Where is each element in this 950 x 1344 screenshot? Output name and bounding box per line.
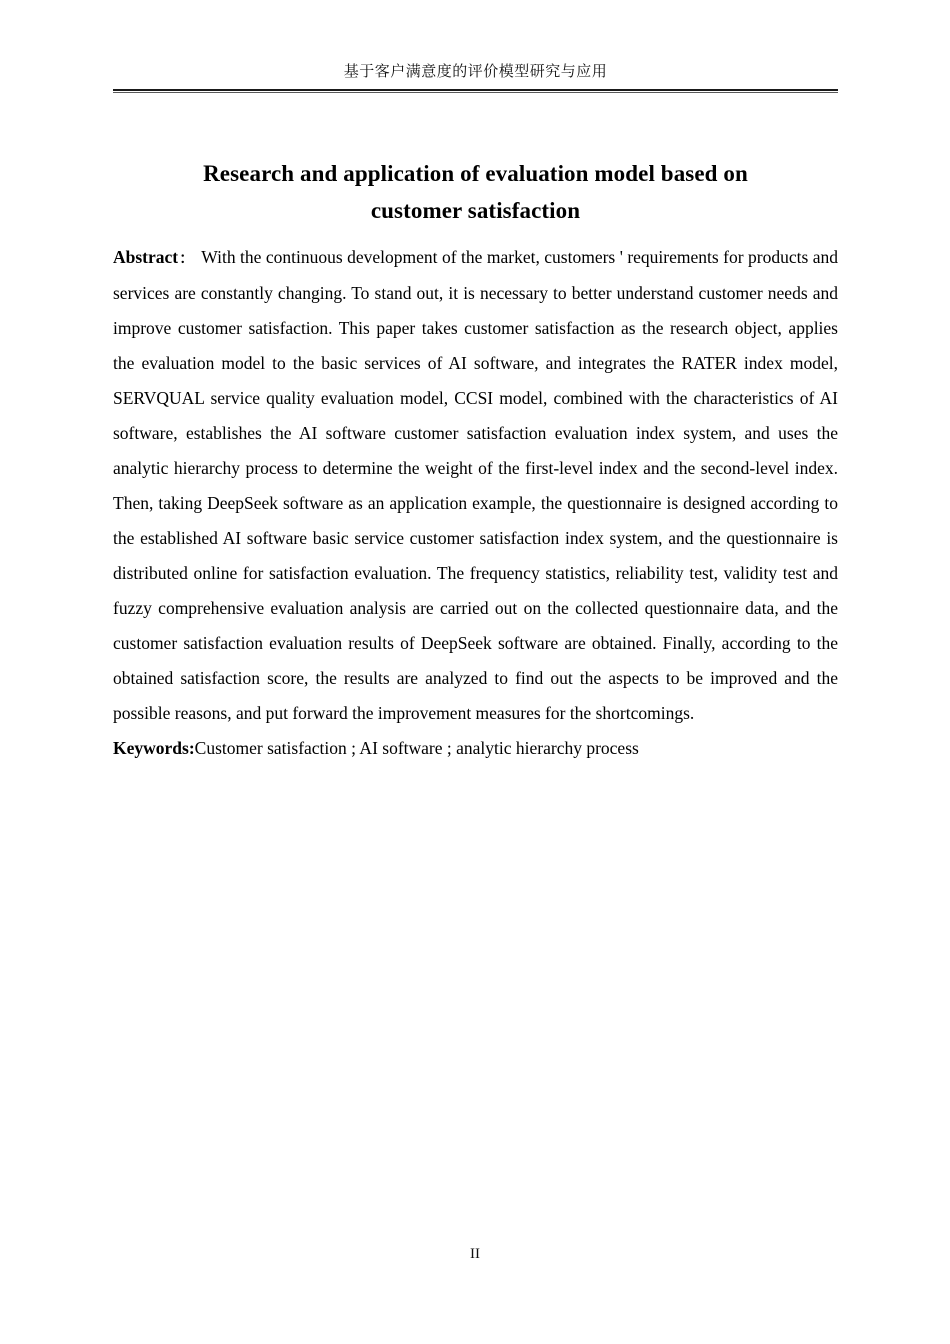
- abstract-label: Abstract: [113, 247, 179, 267]
- keywords-line: [113, 731, 838, 766]
- title-line-1: Research and application of evaluation model based on: [203, 161, 748, 187]
- keywords-value: Customer satisfaction ; AI software ; analytic hierarchy process: [194, 738, 639, 758]
- running-header: [113, 62, 838, 82]
- keywords-label: Keywords:: [113, 738, 195, 758]
- title-line-2: customer satisfaction: [370, 198, 581, 224]
- abstract-body-text: With the continuous development of the market, customers ' requirements for products and services are constantly changing. To stand out, it is necessary to better understand customer needs and improve customer satisfaction. This paper takes customer satisfaction as the research object, applies the evaluation model to the basic services of AI software, and integrates the RATER index model, SERVQUAL service quality evaluation model, CCSI model, combined with the characteristics of AI software, establishes the AI software customer satisfaction evaluation index system, and uses the analytic hierarchy process to determine the weight of the first-level index and the second-level index. Then, taking DeepSeek software as an application example, the questionnaire is designed according to the established AI software basic service customer satisfaction index system, and the questionnaire is distributed online for satisfaction evaluation. The frequency statistics, reliability test, validity test and fuzzy comprehensive evaluation analysis are carried out on the collected questionnaire data, and the customer satisfaction evaluation results of DeepSeek software are obtained. Finally, according to the obtained satisfaction score, the results are analyzed to find out the aspects to be improved and the possible reasons, and put forward the improvement measures for the shortcomings.: [113, 247, 838, 723]
- running-header-text: 基于客户满意度的评价模型研究与应用: [343, 64, 608, 80]
- header-divider-rule: [113, 89, 838, 91]
- page-title: [113, 155, 838, 229]
- abstract-section: [113, 240, 838, 766]
- abstract-paragraph: [113, 240, 838, 731]
- abstract-colon: ：: [179, 249, 195, 267]
- page-number: II: [470, 1246, 480, 1262]
